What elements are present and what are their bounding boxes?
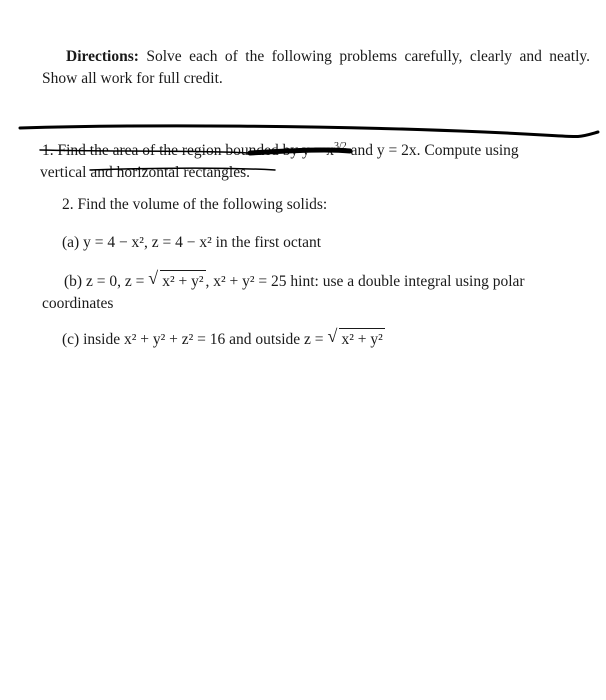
directions-label: Directions: bbox=[66, 48, 139, 65]
problem-2a: (a) y = 4 − x², z = 4 − x² in the first octant bbox=[62, 234, 322, 251]
problem-2c-radicand: x² + y² bbox=[339, 328, 384, 351]
marker-line-bottom bbox=[40, 150, 250, 153]
problem-2b-line2: coordinates bbox=[42, 295, 114, 312]
marker-line-strike bbox=[90, 168, 275, 170]
problem-2c-start: (c) inside x² + y² + z² = 16 and outside z = bbox=[62, 331, 328, 348]
problem-2b-start: (b) z = 0, z = bbox=[64, 273, 149, 290]
marker-line-mid bbox=[250, 150, 350, 153]
marker-line-top bbox=[20, 126, 598, 137]
problem-2b-radicand: x² + y² bbox=[160, 270, 205, 293]
problem-1-line1-rest: and y = 2x. Compute using bbox=[346, 142, 519, 160]
problem-1-line1: 1. Find the area of the region bounded by y = x bbox=[42, 142, 334, 160]
problem-1-exponent: 3/2 bbox=[333, 141, 347, 152]
sqrt-symbol: √ x² + y² bbox=[327, 328, 384, 351]
problem-2b-end: , x² + y² = 25 hint: use a double integral using polar bbox=[205, 273, 525, 290]
sqrt-symbol: √ x² + y² bbox=[148, 270, 205, 293]
directions-text: Solve each of the following problems carefully, clearly and neatly. Show all work for full credit. bbox=[42, 48, 590, 87]
problem-1-line2: vertical and horizontal rectangles. bbox=[40, 164, 251, 182]
problem-2-intro: 2. Find the volume of the following solids: bbox=[62, 196, 328, 213]
